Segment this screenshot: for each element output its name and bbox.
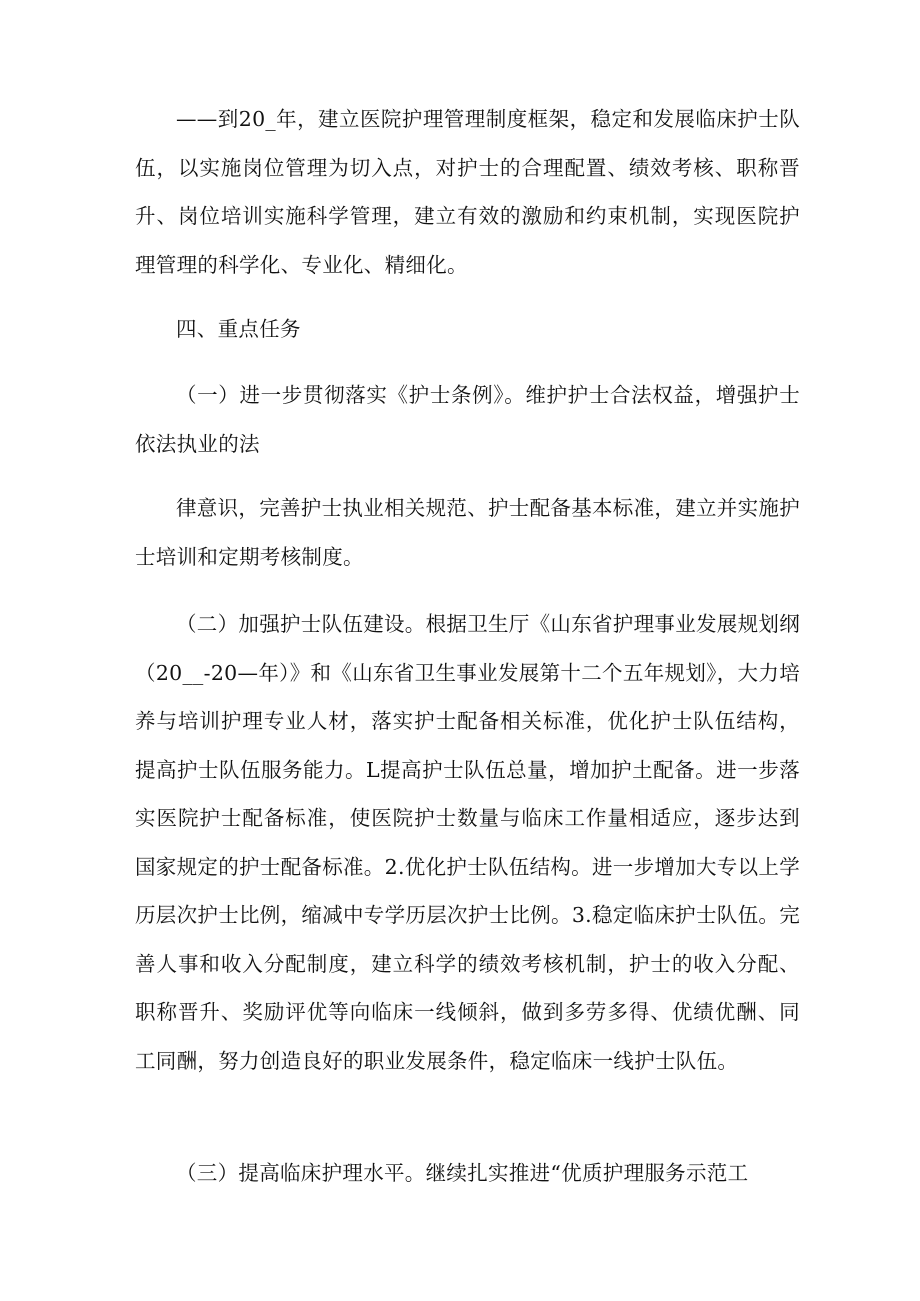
paragraph-task-3: （三）提高临床护理水平。继续扎实推进“优质护理服务示范工 [176, 1161, 749, 1185]
paragraph-task-1: （一）进一步贯彻落实《护士条例》。维护护士合法权益，增强护士依法执业的法 [135, 383, 800, 456]
paragraph-task-1-continued: 律意识，完善护士执业相关规范、护士配备基本标准，建立并实施护士培训和定期考核制度。 [135, 496, 800, 569]
section-heading-key-tasks: 四、重点任务 [176, 317, 301, 341]
paragraph-goal: ——到20_年，建立医院护理管理制度框架，稳定和发展临床护士队伍，以实施岗位管理为切入点，对护士的合理配置、绩效考核、职称晋升、岗位培训实施科学管理，建立有效的激励和约束机制，实现医院护理管理的科学化、专业化、精细化。 [135, 107, 800, 277]
paragraph-task-2: （二）加强护士队伍建设。根据卫生厅《山东省护理事业发展规划纲（20__-20—年）》和《山东省卫生事业发展第十二个五年规划》，大力培养与培训护理专业人材，落实护士配备相关标准，优化护士队伍结构，提高护士队伍服务能力。L提高护士队伍总量，增加护土配备。进一步落实医院护士配备标准，使医院护士数量与临床工作量相适应，逐步达到国家规定的护士配备标准。2.优化护士队伍结构。进一步增加大专以上学历层次护士比例，缩减中专学历层次护士比例。3.稳定临床护士队伍。完善人事和收入分配制度，建立科学的绩效考核机制，护士的收入分配、职称晋升、奖励评优等向临床一线倾斜，做到多劳多得、优绩优酬、同工同酬，努力创造良好的职业发展条件，稳定临床一线护士队伍。 [135, 612, 800, 1073]
